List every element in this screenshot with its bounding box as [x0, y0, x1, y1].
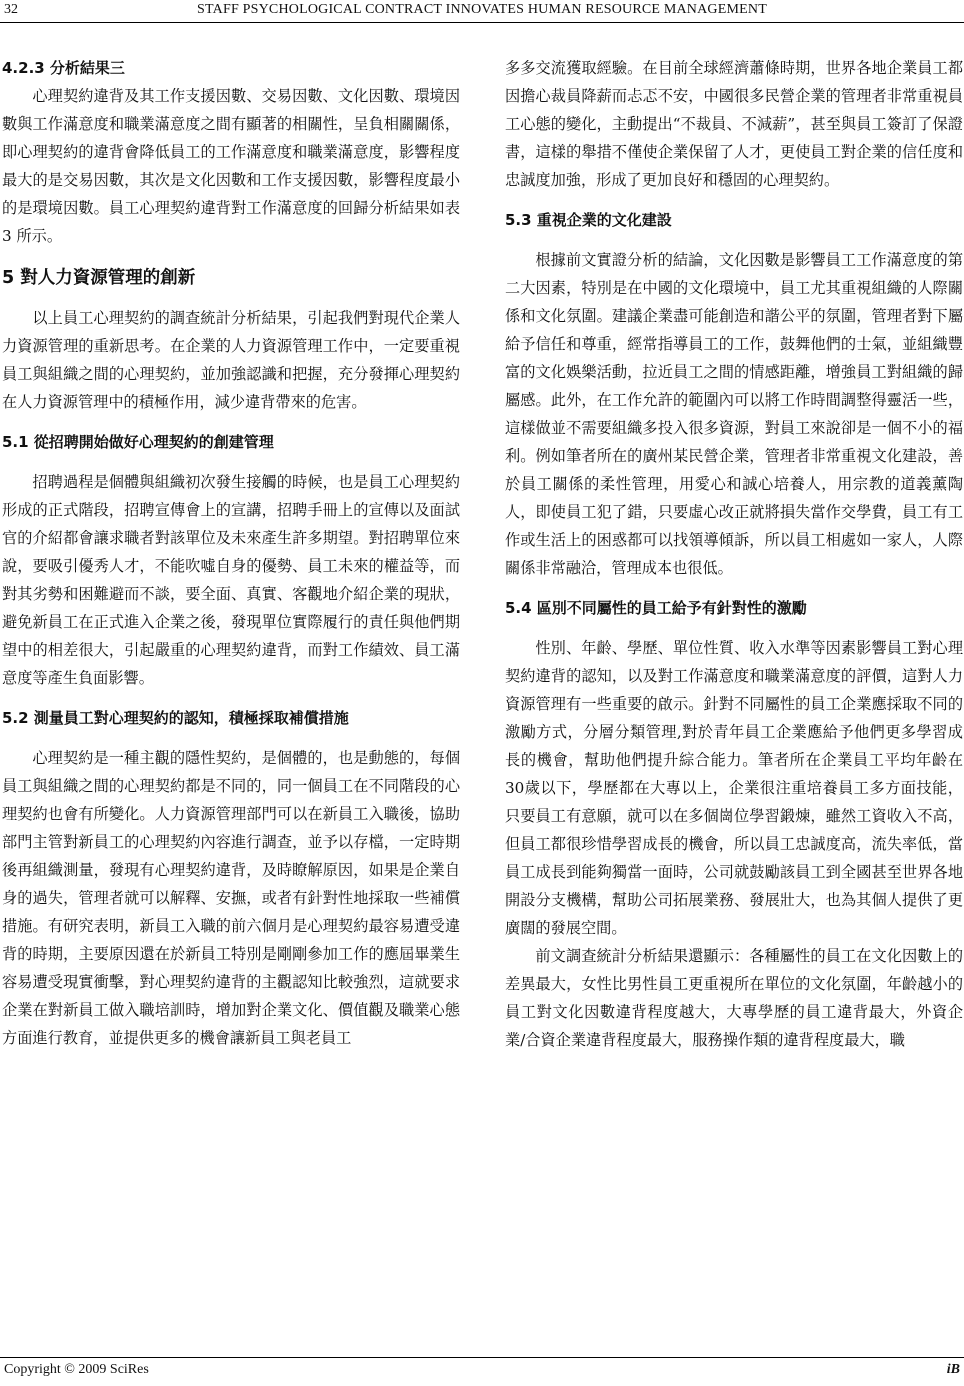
section-5-1-paragraph: 招聘過程是個體與組織初次發生接觸的時候，也是員工心理契約形成的正式階段，招聘宣傳會上的宣講，招聘手冊上的宣傳以及面試官的介紹都會讓求職者對該單位及未來產生許多期望。對招聘單位來說，要吸引優秀人才，不能吹噓自身的優勢、員工未來的權益等，而對其劣勢和困難避而不談，要全面、真實、客觀地介紹企業的現狀，避免新員工在正式進入企業之後，發現單位實際履行的責任與他們期望中的相差很大，引起嚴重的心理契約違背，而對工作績效、員工滿意度等產生負面影響。: [2, 473, 460, 687]
section-5-2-paragraph: 心理契約是一種主觀的隱性契約，是個體的，也是動態的，每個員工與組織之間的心理契約都是不同的，同一個員工在不同階段的心理契約也會有所變化。人力資源管理部門可以在新員工入職後，協助部門主管對新員工的心理契約內容進行調查，並予以存檔，一定時期後再組織測量，發現有心理契約違背，及時瞭解原因，如果是企業自身的過失，管理者就可以解釋、安撫，或者有針對性地採取一些補償措施。有研究表明，新員工入職的前六個月是心理契約最容易遭受違背的時期，主要原因還在於新員工特別是剛剛參加工作的應屆畢業生容易遭受現實衝擊，對心理契約違背的主觀認知比較強烈，這就要求企業在對新員工做入職培訓時，增加對企業文化、價值觀及職業心態方面進行教育，並提供更多的機會讓新員工與老員工: [2, 749, 460, 1047]
page-footer: [0, 1362, 964, 1384]
continued-paragraph: 多多交流獲取經驗。在目前全球經濟蕭條時期，世界各地企業員工都因擔心裁員降薪而忐忑不安，中國很多民營企業的管理者非常重視員工心態的變化，主動提出“不裁員、不減薪”，甚至與員工簽訂了保證書，這樣的舉措不僅使企業保留了人才，更使員工對企業的信任度和忠誠度加強，形成了更加良好和穩固的心理契約。: [505, 59, 963, 189]
section-5-4-paragraph-1: 性別、年齡、學歷、單位性質、收入水準等因素影響員工對心理契約違背的認知，以及對工作滿意度和職業滿意度的評價，這對人力資源管理有一些重要的啟示。針對不同屬性的員工企業應採取不同的激勵方式，分層分類管理,對於青年員工企業應給予他們更多學習成長的機會，幫助他們提升綜合能力。筆者所在企業員工平均年齡在30歲以下，學歷都在大專以上，企業很注重培養員工多方面技能，只要員工有意願，就可以在多個崗位學習鍛煉，雖然工資收入不高，但員工都很珍惜學習成長的機會，所以員工忠誠度高，流失率低，當員工成長到能夠獨當一面時，公司就鼓勵該員工到全國甚至世界各地開設分支機構，幫助公司拓展業務、發展壯大，也為其個人提供了更廣闊的發展空間。: [505, 639, 963, 937]
section-5-4-paragraph-2: 前文調查統計分析結果還顯示：各種屬性的員工在文化因數上的差異最大，女性比男性員工更重視所在單位的文化氛圍，年齡越小的員工對文化因數違背程度越大，大專學歷的員工違背最大，外資企業/合資企業違背程度最大，服務操作類的違背程度最大，職: [505, 947, 963, 1049]
running-title: STAFF PSYCHOLOGICAL CONTRACT INNOVATES HUMAN RESOURCE MANAGEMENT: [197, 2, 767, 17]
copyright-notice: Copyright © 2009 SciRes: [4, 1362, 149, 1377]
section-5-3-heading: 5.3 重視企業的文化建設: [505, 211, 672, 229]
section-5-2-heading: 5.2 測量員工對心理契約的認知，積極採取補償措施: [2, 709, 349, 727]
section-5-1-heading: 5.1 從招聘開始做好心理契約的創建管理: [2, 433, 274, 451]
section-5-3-paragraph: 根據前文實證分析的結論，文化因數是影響員工工作滿意度的第二大因素，特別是在中國的文化環境中，員工尤其重視組織的人際關係和文化氛圍。建議企業盡可能創造和諧公平的氛圍，管理者對下屬給予信任和尊重，經常指導員工的工作，鼓舞他們的士氣，並組織豐富的文化娛樂活動，拉近員工之間的情感距離，增強員工對組織的歸屬感。此外，在工作允許的範圍內可以將工作時間調整得靈活一些，這樣做並不需要組織多投入很多資源，對員工來說卻是一個不小的福利。例如筆者所在的廣州某民營企業，管理者非常重視文化建設，善於員工關係的柔性管理，用愛心和誠心培養人，用宗教的道義薰陶人，即使員工犯了錯，只要虛心改正就將損失當作交學費，員工有工作或生活上的困惑都可以找領導傾訴，所以員工相處如一家人，人際關係非常融洽，管理成本也很低。: [505, 251, 963, 577]
right-column: [505, 54, 963, 1054]
section-4-2-3-paragraph: 心理契約違背及其工作支援因數、交易因數、文化因數、環境因數與工作滿意度和職業滿意度之間有顯著的相關性，呈負相關關係，即心理契約的違背會降低員工的工作滿意度和職業滿意度，影響程度最大的是交易因數，其次是文化因數和工作支援因數，影響程度最小的是環境因數。員工心理契約違背對工作滿意度的回歸分析結果如表 3 所示。: [2, 87, 460, 245]
section-5-paragraph: 以上員工心理契約的調查統計分析結果，引起我們對現代企業人力資源管理的重新思考。在企業的人力資源管理工作中，一定要重視員工與組織之間的心理契約，並加強認識和把握，充分發揮心理契約在人力資源管理中的積極作用，減少違背帶來的危害。: [2, 309, 460, 411]
journal-abbreviation: iB: [946, 1362, 960, 1377]
section-5-4-heading: 5.4 區別不同屬性的員工給予有針對性的激勵: [505, 599, 807, 617]
header-rule: [0, 22, 964, 23]
section-4-2-3-heading: 4.2.3 分析結果三: [2, 59, 125, 77]
section-5-heading: 5 對人力資源管理的創新: [2, 268, 196, 288]
page-number: 32: [4, 2, 18, 17]
left-column: [2, 54, 460, 1052]
footer-rule: [0, 1357, 964, 1358]
page-header: [0, 0, 964, 22]
